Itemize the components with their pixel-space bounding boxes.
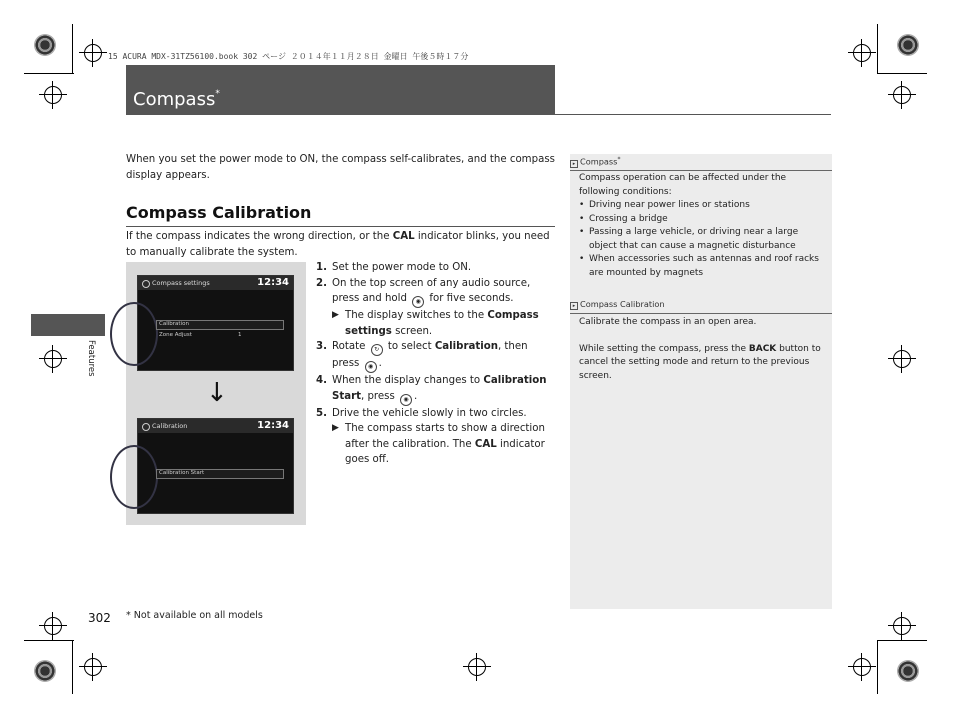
side-tab-label: Features <box>86 340 96 377</box>
compass-settings-screen <box>137 275 294 371</box>
footnote: * Not available on all models <box>126 610 263 621</box>
screen-illustration <box>126 262 306 525</box>
step-2-result: ▶ The display switches to the Compass settings screen. <box>332 310 539 337</box>
step-5-result: ▶ The compass starts to show a direction after the calibration. The CAL indicator goes off. <box>332 423 545 465</box>
selector-knob-icon: ◉ <box>412 296 424 308</box>
section-tab <box>31 314 105 336</box>
screen-clock: 12:34 <box>257 277 289 288</box>
step-5: 5. Drive the vehicle slowly in two circles. <box>316 407 527 419</box>
sidebar-compass-text: Compass operation can be affected under the following conditions: • Driving near power lines or stations • Crossing a bridge • Passing a large vehicle, or driving near a large object that can cause a magnetic disturbance • When accessories such as antennas and roof racks are mounted by magnets <box>579 172 824 280</box>
list-item: • When accessories such as antennas and roof racks are mounted by magnets <box>579 253 824 280</box>
step-4: 4. When the display changes to Calibration Start, press ◉ . <box>316 373 556 406</box>
screen-title: Compass settings <box>152 279 210 287</box>
print-header: 15 ACURA MDX-31TZ56100.book 302 ページ ２０１４年１１月２８日 金曜日 午後５時１７分 <box>108 52 469 61</box>
sidebar-rule <box>570 170 832 171</box>
step-2: 2. On the top screen of any audio source, press and hold ◉ for five seconds. <box>316 276 556 309</box>
selector-knob-icon: ◉ <box>365 361 377 373</box>
page-number: 302 <box>88 611 111 625</box>
menu-item-calibration: Calibration <box>159 321 189 327</box>
steps-list <box>316 260 556 468</box>
selector-knob-icon: ◉ <box>400 394 412 406</box>
calibration-screen <box>137 418 294 514</box>
sidebar-head-compass: ▸ Compass* <box>570 156 832 168</box>
section-paragraph: If the compass indicates the wrong direction, or the CAL indicator blinks, you need to manually calibrate the system. <box>126 231 550 258</box>
sidebar-rule <box>570 313 832 314</box>
step-1: 1. Set the power mode to ON. <box>316 262 472 273</box>
menu-icon <box>142 280 150 288</box>
rotate-knob-icon: ↻ <box>371 344 383 356</box>
page-title: Compass* <box>133 89 220 110</box>
screen-title: Calibration <box>152 422 188 430</box>
ref-icon: ▸ <box>570 160 578 168</box>
title-rule <box>126 114 831 115</box>
ref-icon: ▸ <box>570 302 578 310</box>
list-item: • Driving near power lines or stations <box>579 199 824 213</box>
list-item: • Passing a large vehicle, or driving near a large object that can cause a magnetic disturbance <box>579 226 824 253</box>
down-arrow-icon: ↓ <box>206 378 228 408</box>
zone-adjust-value: 1 <box>238 332 242 338</box>
step-3: 3. Rotate ↻ to select Calibration, then press ◉ . <box>316 339 556 373</box>
section-rule <box>126 226 555 227</box>
screen-clock: 12:34 <box>257 420 289 431</box>
menu-item-zone-adjust: Zone Adjust <box>159 332 192 338</box>
sidebar-calibration-text: Calibrate the compass in an open area. While setting the compass, press the BACK button to cancel the setting mode and return to the previous screen. <box>579 317 821 381</box>
menu-icon <box>142 423 150 431</box>
section-heading: Compass Calibration <box>126 203 312 222</box>
title-bar <box>126 65 555 114</box>
intro-paragraph: When you set the power mode to ON, the compass self-calibrates, and the compass display appears. <box>126 154 555 181</box>
sidebar-head-calibration: ▸ Compass Calibration <box>570 299 832 310</box>
menu-item-calibration-start: Calibration Start <box>159 470 205 476</box>
list-item: • Crossing a bridge <box>579 213 824 227</box>
